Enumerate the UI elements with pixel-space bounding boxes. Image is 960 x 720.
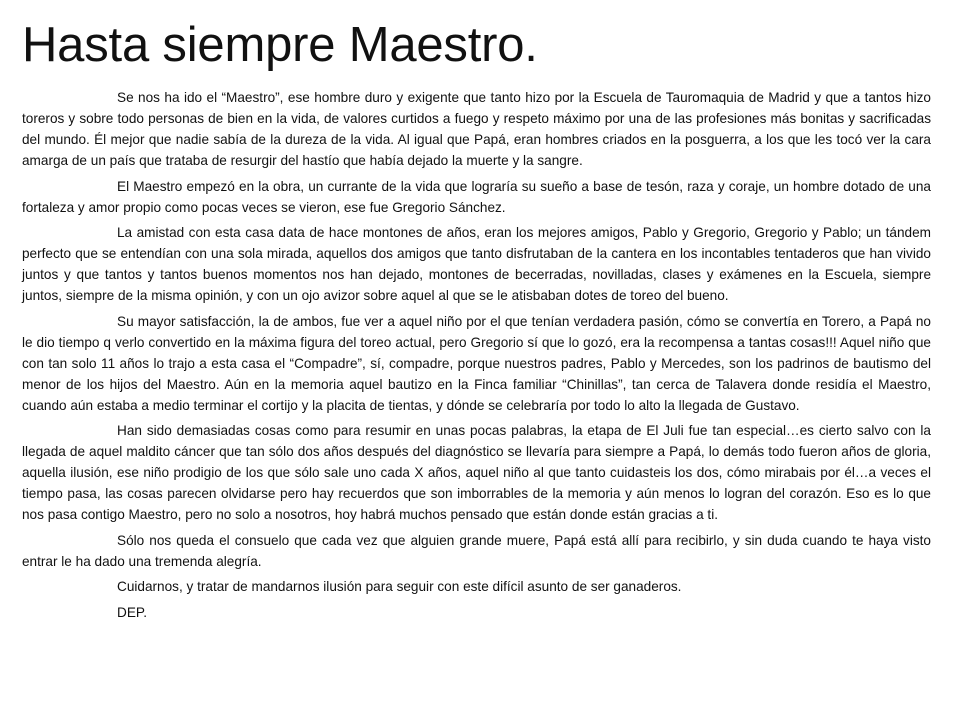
document-body bbox=[22, 87, 931, 627]
paragraph-8: DEP. bbox=[117, 604, 147, 620]
paragraph-4: Su mayor satisfacción, la de ambos, fue ver a aquel niño por el que tenían verdadera pasión, cómo se convertía en Torero, a Papá no le dio tiempo q verlo convertido en la máxima figura del toreo actual, pero Gregorio sí que lo gozó, era la recompensa a tantas cosas!!! Aquel niño que con tan solo 11 años lo trajo a esta casa el “Compadre”, sí, compadre, porque nuestros padres, Pablo y Mercedes, son los padrinos de bautismo del menor de los hijos del Maestro. Aún en la memoria aquel bautizo en la Finca familiar “Chinillas”, tan cerca de Talavera donde residía el Maestro, cuando aún estaba a medio terminar el cortijo y la placita de tientas, y dónde se celebraría por todo lo alto la llegada de Gustavo. bbox=[22, 313, 931, 413]
paragraph-1: Se nos ha ido el “Maestro”, ese hombre duro y exigente que tanto hizo por la Escuela de Tauromaquia de Madrid y que a tantos hizo toreros y sobre todo personas de bien en la vida, de valores curtidos a fuego y respeto máximo por una de las profesiones más bonitas y sacrificadas del mundo. Él mejor que nadie sabía de la dureza de la vida. Al igual que Papá, eran hombres criados en la posguerra, a los que les tocó ver la cara amarga de un país que trataba de resurgir del hastío que había dejado la muerte y la sangre. bbox=[22, 90, 931, 168]
paragraph-2: El Maestro empezó en la obra, un currante de la vida que lograría su sueño a base de tesón, raza y coraje, un hombre dotado de una fortaleza y amor propio como pocas veces se vieron, ese fue Gregorio Sánchez. bbox=[22, 178, 931, 215]
paragraph-5: Han sido demasiadas cosas como para resumir en unas pocas palabras, la etapa de El Juli fue tan especial…es cierto salvo con la llegada de aquel maldito cáncer que tan sólo dos años después del diagnóstico se llevaría para siempre a Papá, lo demás todo fueron años de gloria, aquella ilusión, ese niño prodigio de los que sólo sale uno cada X años, aquel niño al que tanto cuidasteis los dos, cómo mirabais por él…a veces el tiempo pasa, las cosas parecen olvidarse pero hay recuerdos que son imborrables de la memoria y aún menos lo logran del corazón. Eso es lo que nos pasa contigo Maestro, pero no solo a nosotros, hoy habrá muchos pensado que están donde están gracias a ti. bbox=[22, 423, 931, 522]
paragraph-3: La amistad con esta casa data de hace montones de años, eran los mejores amigos, Pablo y Gregorio, Gregorio y Pablo; un tándem perfecto que se entendían con una sola mirada, aquellos dos amigos que tanto disfrutaban de la cantera en los incontables tentaderos que han vivido juntos y que tantos y tantos buenos momentos nos han dejado, montones de becerradas, novilladas, clases y exámenes en la Escuela, siempre juntos, siempre de la misma opinión, y con un ojo avizor sobre aquel al que se le atisbaban dotes de toreo del bueno. bbox=[22, 225, 931, 303]
paragraph-6: Sólo nos queda el consuelo que cada vez que alguien grande muere, Papá está allí para recibirlo, y sin duda cuando te haya visto entrar le ha dado una tremenda alegría. bbox=[22, 532, 931, 569]
page-title: Hasta siempre Maestro. bbox=[22, 18, 538, 72]
paragraph-7: Cuidarnos, y tratar de mandarnos ilusión para seguir con este difícil asunto de ser ganaderos. bbox=[117, 579, 682, 594]
